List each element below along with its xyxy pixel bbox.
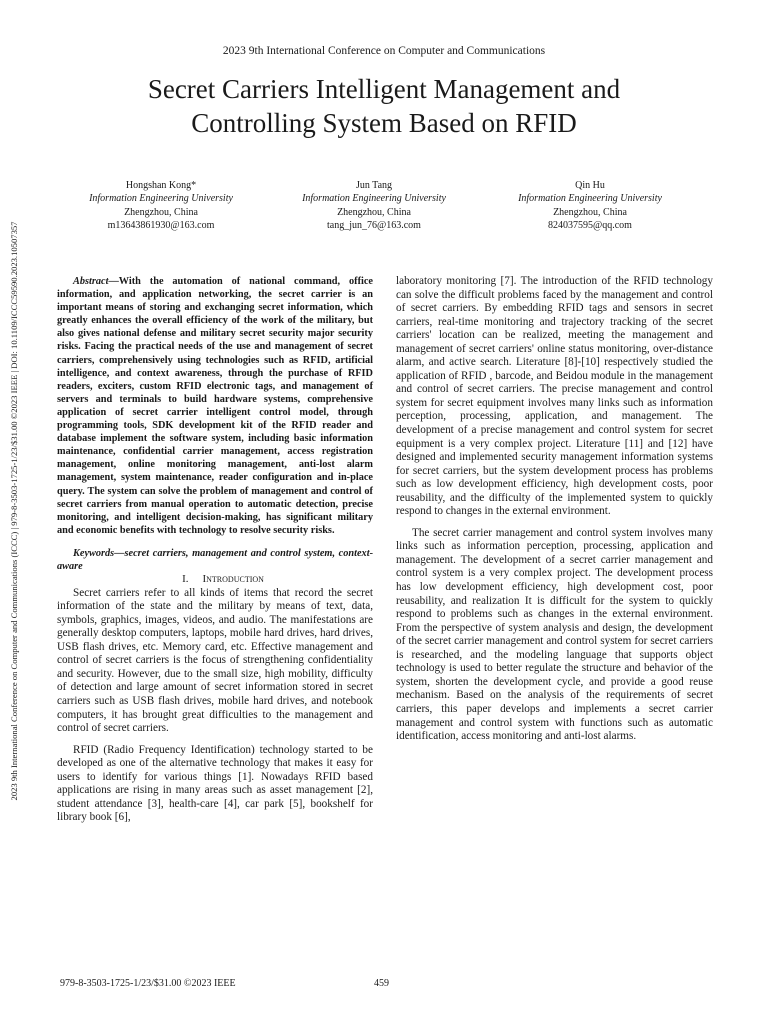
paper-title-line-2: Controlling System Based on RFID — [191, 108, 577, 138]
left-column — [57, 275, 373, 825]
author-affiliation: Information Engineering University — [518, 193, 662, 205]
keywords — [57, 547, 373, 573]
author-location: Zhengzhou, China — [553, 206, 627, 218]
right-column — [396, 275, 713, 744]
author-block-2 — [254, 179, 494, 232]
author-location: Zhengzhou, China — [337, 206, 411, 218]
footer-copyright: 979-8-3503-1725-1/23/$31.00 ©2023 IEEE — [60, 978, 236, 989]
paragraph: Secret carriers refer to all kinds of items that record the secret information of the state and the military by means of text, data, symbols, graphics, images, videos, and audio. The manifestations are generally desktop computers, laptops, mobile hard drives, hard drives, USB flash drives, etc. Memory card, etc. Effective management and control of secret carriers is the focus of strengthening confidentiality and security. However, due to the small size, high mobility, difficulty of detection and large amount of secret information stored in secret carriers such as USB flash drives, mobile hard drives, and notebook computers, it has brought great difficulties to the management and control of secret carriers. — [57, 586, 373, 735]
author-email: 824037595@qq.com — [548, 219, 632, 231]
author-affiliation: Information Engineering University — [302, 193, 446, 205]
paper-title-line-1: Secret Carriers Intelligent Management and — [147, 74, 621, 104]
keywords-label: Keywords — [73, 547, 115, 559]
author-location: Zhengzhou, China — [124, 206, 198, 218]
side-identifier-text: 2023 9th International Conference on Computer and Communications (ICCC) | 979-8-3503-1725-1/23/$31.00 ©2023 IEEE | DOI: 10.1109/ICCC59590.2023.10507357 — [9, 221, 19, 800]
abstract-label: Abstract — [73, 276, 109, 287]
abstract-text: —With the automation of national command, office information, and application networking, the secret carrier is an important means of storing and exchanging secret information, which greatly enhances the overall efficiency of the work of the military, but also gives national defense and military secret security major security risks. Facing the practical needs of the use and management of secret carriers, comprehensively using technologies such as RFID, artificial intelligence, and context awareness, through the purchase of RFID readers, exciters, custom RFID electronic tags, and management of servers and terminals to build hardware systems, comprehensive application of secret carrier intelligent control model, through programming tools, SDK development kit of the RFID reader and database implement the software system, including basic information maintenance, confidential carrier management, access registration management, online monitoring management, anti-lost alarm management, system maintenance, reader configuration and in-place query. The system can solve the problem of management and control of secret carriers from manual operation to automatic detection, precise monitoring, and intelligent decision-making, has significant military and economic benefits with technology to resolve security risks. — [57, 276, 373, 536]
paragraph: RFID (Radio Frequency Identification) technology started to be developed as one of the alternative technology that makes it easy for users to identify for various things [1]. Nowadays RFID based applications are rising in many areas such as asset management [2], student attendance [3], health-care [4], car park [5], bookshelf for library book [6], — [57, 743, 373, 824]
author-name: Hongshan Kong* — [125, 180, 197, 191]
section-number: I. — [182, 573, 189, 586]
section-heading — [57, 573, 373, 587]
page-number: 459 — [374, 978, 389, 989]
keywords-text: —secret carriers, management and control system, context-aware — [57, 547, 373, 572]
author-email: m13643861930@163.com — [107, 219, 215, 231]
paragraph: The secret carrier management and control system involves many links such as information perception, processing, application and management. The development of a secret carrier management and control system is a very complex project. The development process has low development efficiency, high development cost, poor reusability, and realization It is difficult for the system to quickly respond to problems such as changes in the external environment. From the perspective of system analysis and design, the development of the secret carrier management and control system for secret carriers is researched, and the modeling language that supports object technology is used to better regulate the structure and behavior of the system, shorten the development cycle, and provide a good reuse mechanism. Based on the analysis of the requirements of secret carriers, this paper develops and implements a secret carrier management and control system with functions such as automatic identification, access monitoring and anti-lost alarms. — [396, 526, 713, 743]
abstract — [57, 275, 373, 537]
author-block-1 — [41, 179, 281, 232]
author-name: Qin Hu — [575, 180, 605, 191]
author-email: tang_jun_76@163.com — [327, 219, 421, 231]
paragraph: laboratory monitoring [7]. The introduction of the RFID technology can solve the difficult problems faced by the management and control of secret carriers. By embedding RFID tags and sensors in secret carriers, real-time monitoring and trajectory tracking of the secret carriers' location can be realized, meeting the management and management of secret carriers' online status monitoring, over-distance alarm, and active search. Literature [8]-[10] respectively studied the application of RFID , barcode, and Beidou module in the management and control of secret carriers. The precise management and control system for secret equipment involves many links such as information perception, processing, application, and management. The development of a precise management and control system for secret equipment is a very complex project. Literature [11] and [12] have designed and implemented security management information systems for secret carriers, but the system development process has problems such as low development efficiency, high development costs, poor reusability, and the difficulty of the implemented system to quickly respond to changes in the external environment. — [396, 275, 713, 518]
author-name: Jun Tang — [355, 180, 393, 191]
author-affiliation: Information Engineering University — [89, 193, 233, 205]
section-title: Introduction — [202, 573, 264, 586]
author-block-3 — [470, 179, 710, 232]
conference-header: 2023 9th International Conference on Computer and Communications — [222, 45, 546, 57]
side-identifier — [4, 163, 24, 858]
paper-title — [60, 72, 708, 140]
